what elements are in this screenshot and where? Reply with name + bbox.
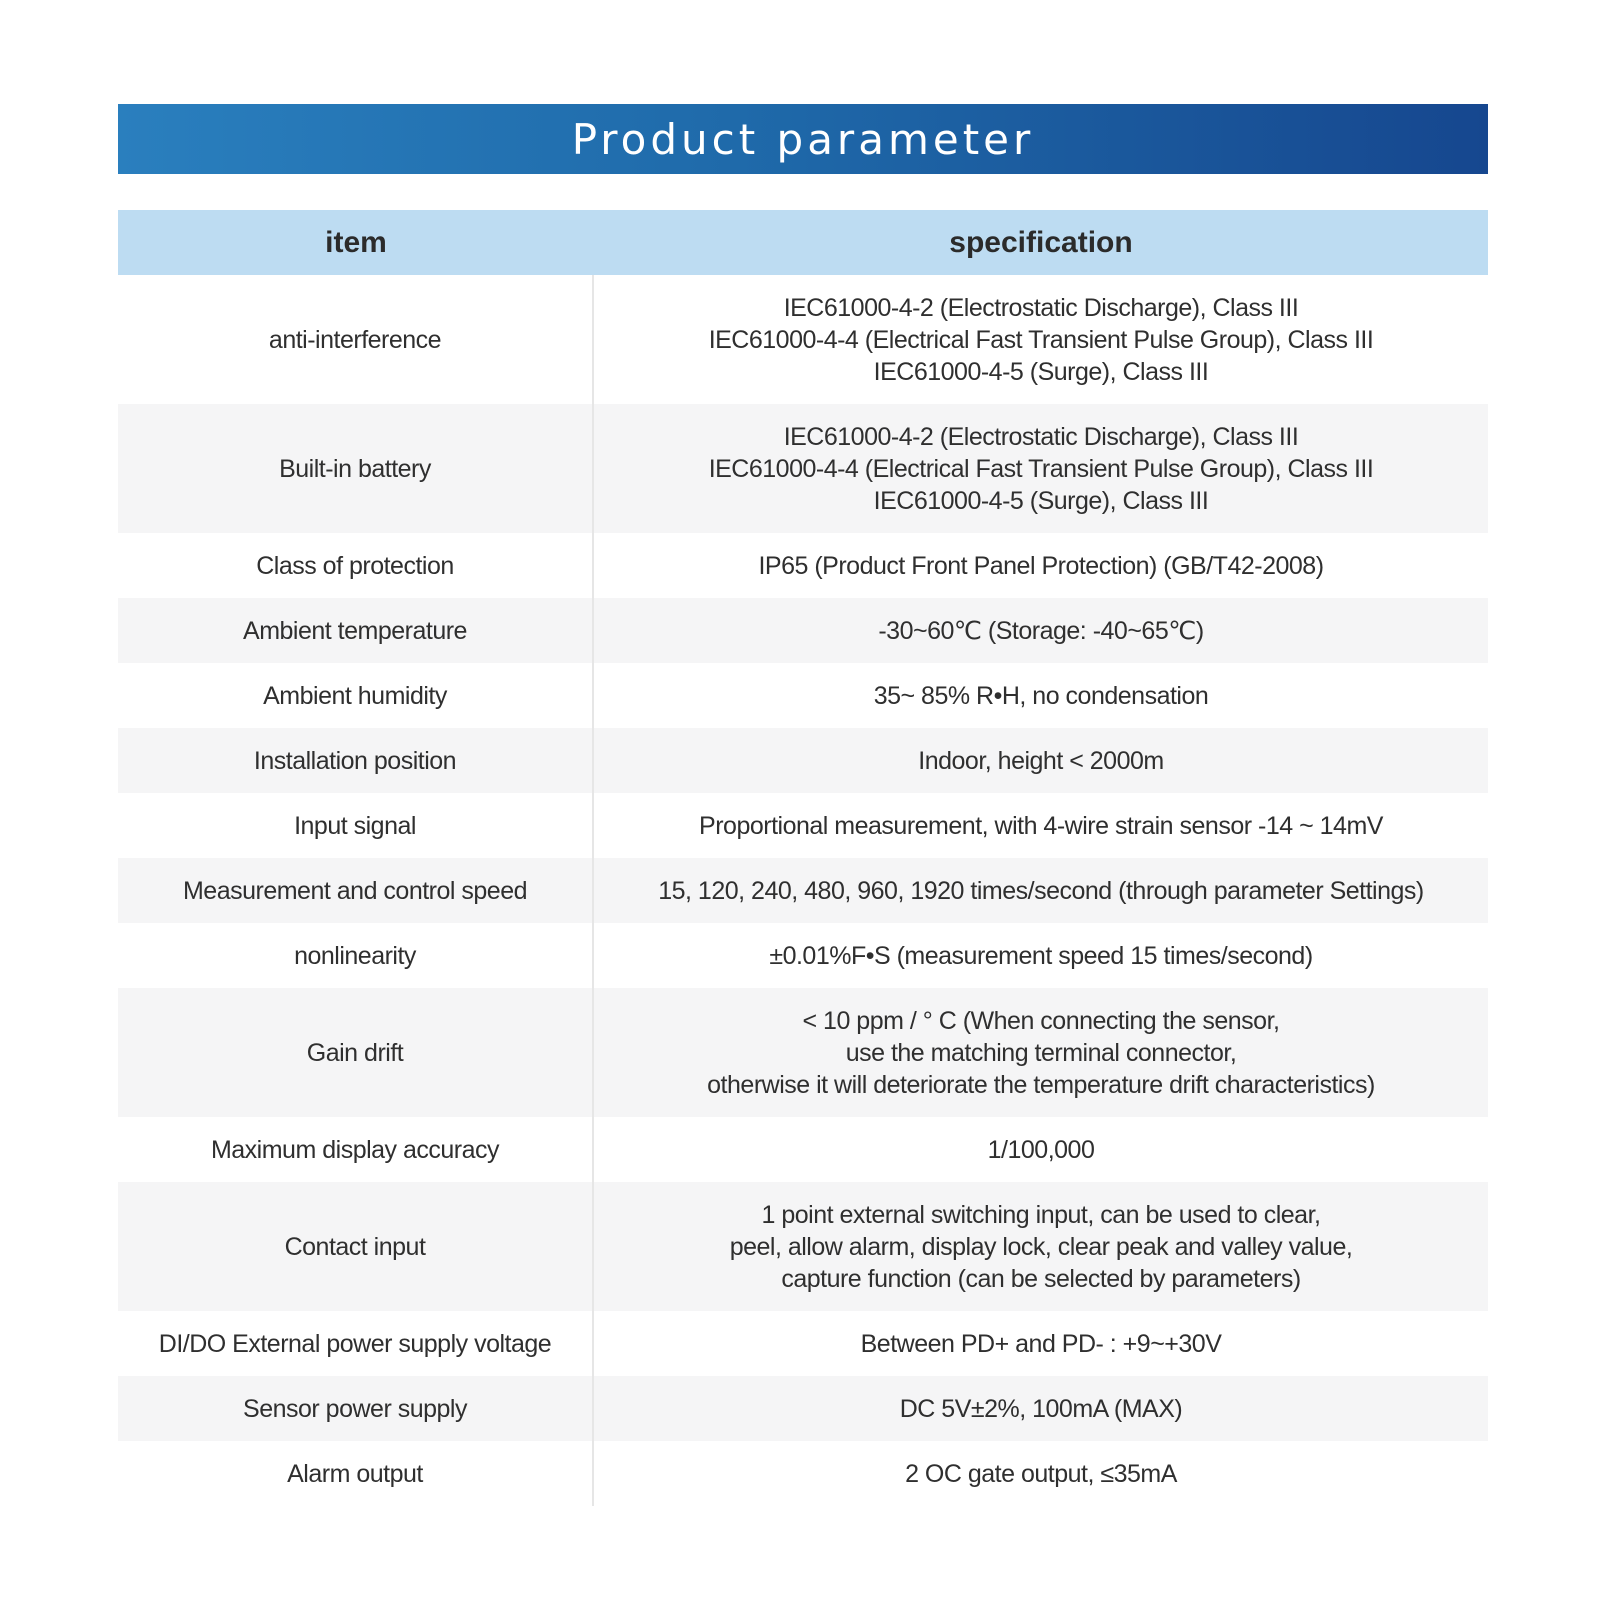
parameter-table: [118, 210, 1488, 1506]
specification-line: IEC61000-4-2 (Electrostatic Discharge), Class III: [783, 293, 1299, 322]
specification-line: -30~60℃ (Storage: -40~65℃): [878, 616, 1204, 645]
specification-line: IEC61000-4-5 (Surge), Class III: [873, 357, 1209, 386]
specification-line: IEC61000-4-2 (Electrostatic Discharge), Class III: [783, 422, 1299, 451]
specification-line: use the matching terminal connector,: [845, 1038, 1237, 1067]
table-row: [118, 1117, 1488, 1182]
specification-cell: [594, 793, 1488, 858]
item-cell: Installation position: [118, 728, 594, 793]
page-title: Product parameter: [571, 114, 1035, 164]
specification-cell: [594, 598, 1488, 663]
table-row: [118, 533, 1488, 598]
specification-cell: [594, 533, 1488, 598]
specification-line: IEC61000-4-4 (Electrical Fast Transient Pulse Group), Class III: [708, 454, 1374, 483]
table-row: [118, 1376, 1488, 1441]
item-cell: Class of protection: [118, 533, 594, 598]
table-row: [118, 988, 1488, 1117]
table-row: [118, 663, 1488, 728]
header-specification: specification: [949, 225, 1133, 259]
specification-line: peel, allow alarm, display lock, clear peak and valley value,: [729, 1232, 1353, 1261]
item-cell: Contact input: [118, 1182, 594, 1311]
table-row: [118, 858, 1488, 923]
specification-line: IEC61000-4-5 (Surge), Class III: [873, 486, 1209, 515]
specification-line: < 10 ppm / ° C (When connecting the sensor,: [802, 1006, 1280, 1035]
header-item: item: [325, 225, 387, 259]
item-cell: Ambient temperature: [118, 598, 594, 663]
specification-cell: [594, 275, 1488, 404]
item-cell: Gain drift: [118, 988, 594, 1117]
specification-cell: [594, 858, 1488, 923]
table-row: [118, 793, 1488, 858]
specification-line: otherwise it will deteriorate the temperature drift characteristics): [707, 1070, 1375, 1099]
title-banner: [118, 104, 1488, 174]
item-cell: DI/DO External power supply voltage: [118, 1311, 594, 1376]
specification-line: Indoor, height < 2000m: [918, 746, 1164, 775]
specification-cell: [594, 404, 1488, 533]
specification-line: 35~ 85% R•H, no condensation: [873, 681, 1209, 710]
item-cell: Sensor power supply: [118, 1376, 594, 1441]
item-cell: Input signal: [118, 793, 594, 858]
specification-line: 15, 120, 240, 480, 960, 1920 times/second (through parameter Settings): [658, 876, 1424, 905]
item-cell: Alarm output: [118, 1441, 594, 1506]
specification-line: ±0.01%F•S (measurement speed 15 times/second): [769, 941, 1313, 970]
specification-cell: [594, 1311, 1488, 1376]
specification-cell: [594, 988, 1488, 1117]
specification-line: Between PD+ and PD- : +9~+30V: [860, 1329, 1222, 1358]
item-cell: Maximum display accuracy: [118, 1117, 594, 1182]
specification-cell: [594, 1117, 1488, 1182]
table-row: [118, 923, 1488, 988]
table-row: [118, 1182, 1488, 1311]
table-row: [118, 728, 1488, 793]
specification-cell: [594, 1441, 1488, 1506]
specification-line: 2 OC gate output, ≤35mA: [905, 1459, 1177, 1488]
item-cell: nonlinearity: [118, 923, 594, 988]
table-row: [118, 404, 1488, 533]
table-row: [118, 275, 1488, 404]
item-cell: anti-interference: [118, 275, 594, 404]
table-header: [118, 210, 1488, 275]
table-row: [118, 1441, 1488, 1506]
specification-line: 1 point external switching input, can be used to clear,: [761, 1200, 1321, 1229]
specification-cell: [594, 663, 1488, 728]
specification-line: Proportional measurement, with 4-wire strain sensor -14 ~ 14mV: [699, 811, 1383, 840]
item-cell: Built-in battery: [118, 404, 594, 533]
specification-cell: [594, 1376, 1488, 1441]
specification-line: IEC61000-4-4 (Electrical Fast Transient Pulse Group), Class III: [708, 325, 1374, 354]
item-cell: Ambient humidity: [118, 663, 594, 728]
specification-cell: [594, 923, 1488, 988]
specification-line: IP65 (Product Front Panel Protection) (GB/T42-2008): [758, 551, 1324, 580]
specification-line: capture function (can be selected by parameters): [781, 1264, 1301, 1293]
specification-cell: [594, 728, 1488, 793]
table-body: [118, 275, 1488, 1506]
table-row: [118, 1311, 1488, 1376]
specification-line: DC 5V±2%, 100mA (MAX): [899, 1394, 1183, 1423]
specification-line: 1/100,000: [987, 1135, 1095, 1164]
table-row: [118, 598, 1488, 663]
specification-cell: [594, 1182, 1488, 1311]
item-cell: Measurement and control speed: [118, 858, 594, 923]
